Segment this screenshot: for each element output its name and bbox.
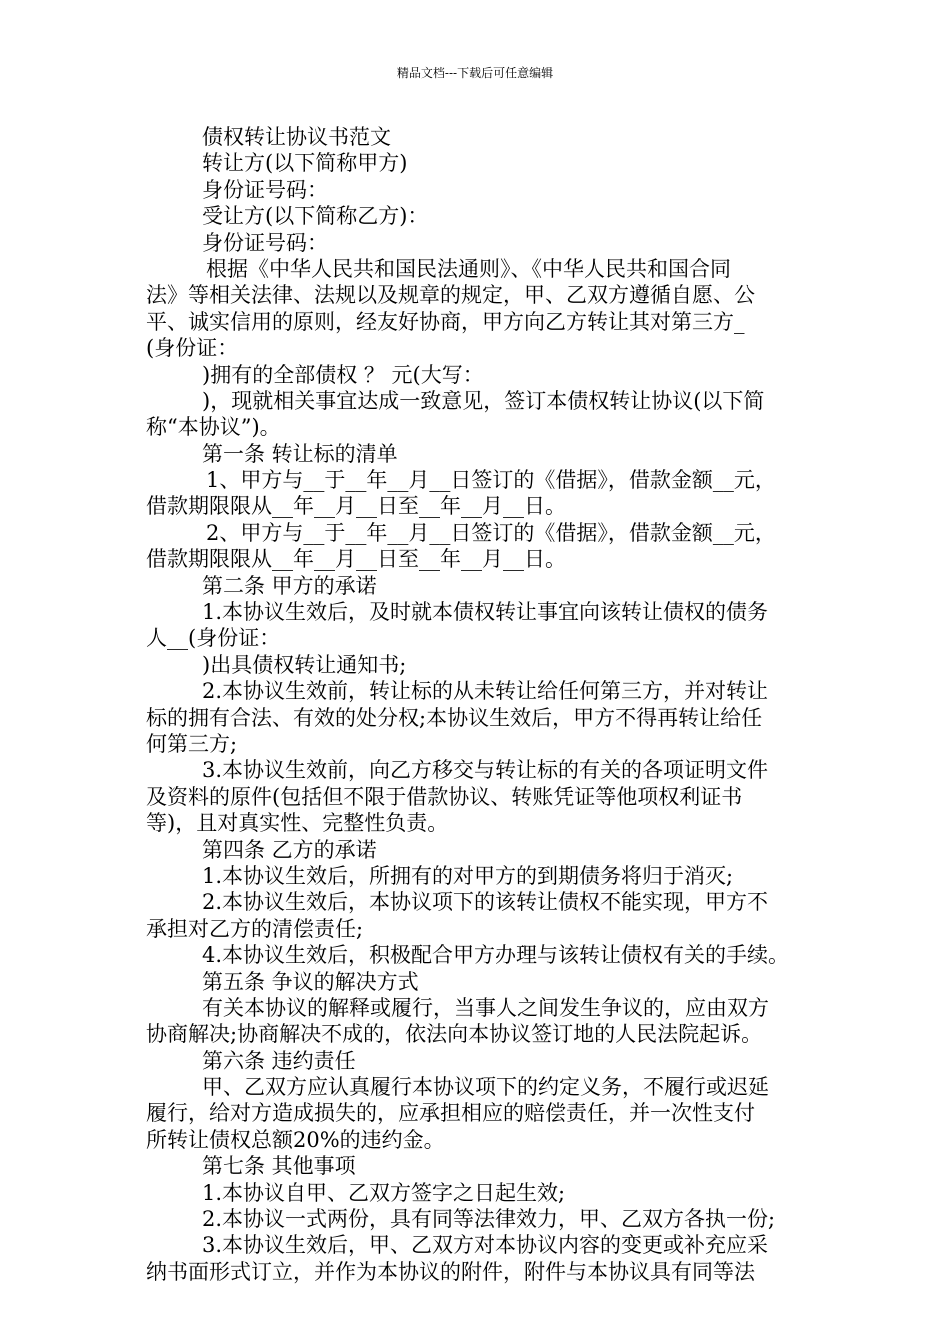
page-header: 精品文档---下载后可任意编辑: [396, 66, 554, 80]
text-line: 身份证号码：: [202, 230, 328, 255]
text-line: 1.本协议生效后，所拥有的对甲方的到期债务将归于消灭;: [202, 863, 734, 888]
text-line: 第七条 其他事项: [202, 1154, 356, 1179]
text-line: 3.本协议生效前，向乙方移交与转让标的有关的各项证明文件: [202, 758, 769, 783]
text-line: 第六条 违约责任: [202, 1048, 356, 1073]
text-line: 2.本协议生效后，本协议项下的该转让债权不能实现，甲方不: [202, 890, 769, 915]
text-line: 身份证号码：: [202, 177, 328, 202]
text-line: 第四条 乙方的承诺: [202, 837, 377, 862]
text-line: 受让方(以下简称乙方)：: [202, 204, 429, 229]
text-line: 借款期限限从__年__月__日至__年__月__日。: [146, 494, 566, 519]
text-line: 第一条 转让标的清单: [202, 441, 398, 466]
text-line: 标的拥有合法、有效的处分权;本协议生效后，甲方不得再转让给任: [146, 705, 763, 730]
text-line: 法》等相关法律、法规以及规章的规定，甲、乙双方遵循自愿、公: [146, 283, 755, 308]
document-body: [146, 124, 822, 1285]
text-line: 1、甲方与__于__年__月__日签订的《借据》，借款金额__元，: [206, 468, 776, 493]
text-line: 人__(身份证：: [146, 626, 281, 651]
text-line: )，现就相关事宜达成一致意见，签订本债权转让协议(以下简: [202, 388, 765, 413]
text-line: 履行，给对方造成损失的，应承担相应的赔偿责任，并一次性支付: [146, 1101, 755, 1126]
text-line: 何第三方;: [146, 731, 238, 756]
text-line: )拥有的全部债权 ？ 元(大写：: [202, 362, 484, 387]
text-line: 有关本协议的解释或履行，当事人之间发生争议的，应由双方: [202, 995, 769, 1020]
text-line: 甲、乙双方应认真履行本协议项下的约定义务，不履行或迟延: [202, 1075, 769, 1100]
text-line: 称“本协议”)。: [146, 415, 281, 440]
text-line: 协商解决;协商解决不成的，依法向本协议签订地的人民法院起诉。: [146, 1022, 763, 1047]
text-line: 3.本协议生效后，甲、乙双方对本协议内容的变更或补充应采: [202, 1233, 769, 1258]
text-line: 借款期限限从__年__月__日至__年__月__日。: [146, 547, 566, 572]
text-line: 第二条 甲方的承诺: [202, 573, 377, 598]
text-line: 1.本协议生效后，及时就本债权转让事宜向该转让债权的债务: [202, 600, 769, 625]
text-line: 2、甲方与__于__年__月__日签订的《借据》，借款金额__元，: [206, 520, 776, 545]
text-line: 债权转让协议书范文: [202, 125, 391, 149]
text-line: 及资料的原件(包括但不限于借款协议、转账凭证等他项权利证书: [146, 784, 743, 809]
text-line: (身份证：: [146, 336, 239, 361]
text-line: )出具债权转让通知书;: [202, 652, 407, 677]
text-line: 平、诚实信用的原则，经友好协商，甲方向乙方转让其对第三方_: [146, 309, 745, 334]
text-line: 4.本协议生效后，积极配合甲方办理与该转让债权有关的手续。: [202, 943, 790, 968]
text-line: 1.本协议自甲、乙双方签字之日起生效;: [202, 1180, 566, 1205]
text-line: 所转让债权总额20%的违约金。: [146, 1127, 445, 1152]
text-line: 根据《中华人民共和国民法通则》、《中华人民共和国合同: [206, 256, 731, 281]
text-line: 等)，且对真实性、完整性负责。: [146, 811, 449, 836]
text-line: 纳书面形式订立，并作为本协议的附件，附件与本协议具有同等法: [146, 1259, 755, 1284]
text-line: 2.本协议一式两份，具有同等法律效力，甲、乙双方各执一份;: [202, 1207, 776, 1232]
text-line: 承担对乙方的清偿责任;: [146, 916, 364, 941]
text-line: 2.本协议生效前，转让标的从未转让给任何第三方，并对转让: [202, 679, 769, 704]
text-line: 转让方(以下简称甲方): [202, 151, 408, 176]
text-line: 第五条 争议的解决方式: [202, 969, 419, 994]
